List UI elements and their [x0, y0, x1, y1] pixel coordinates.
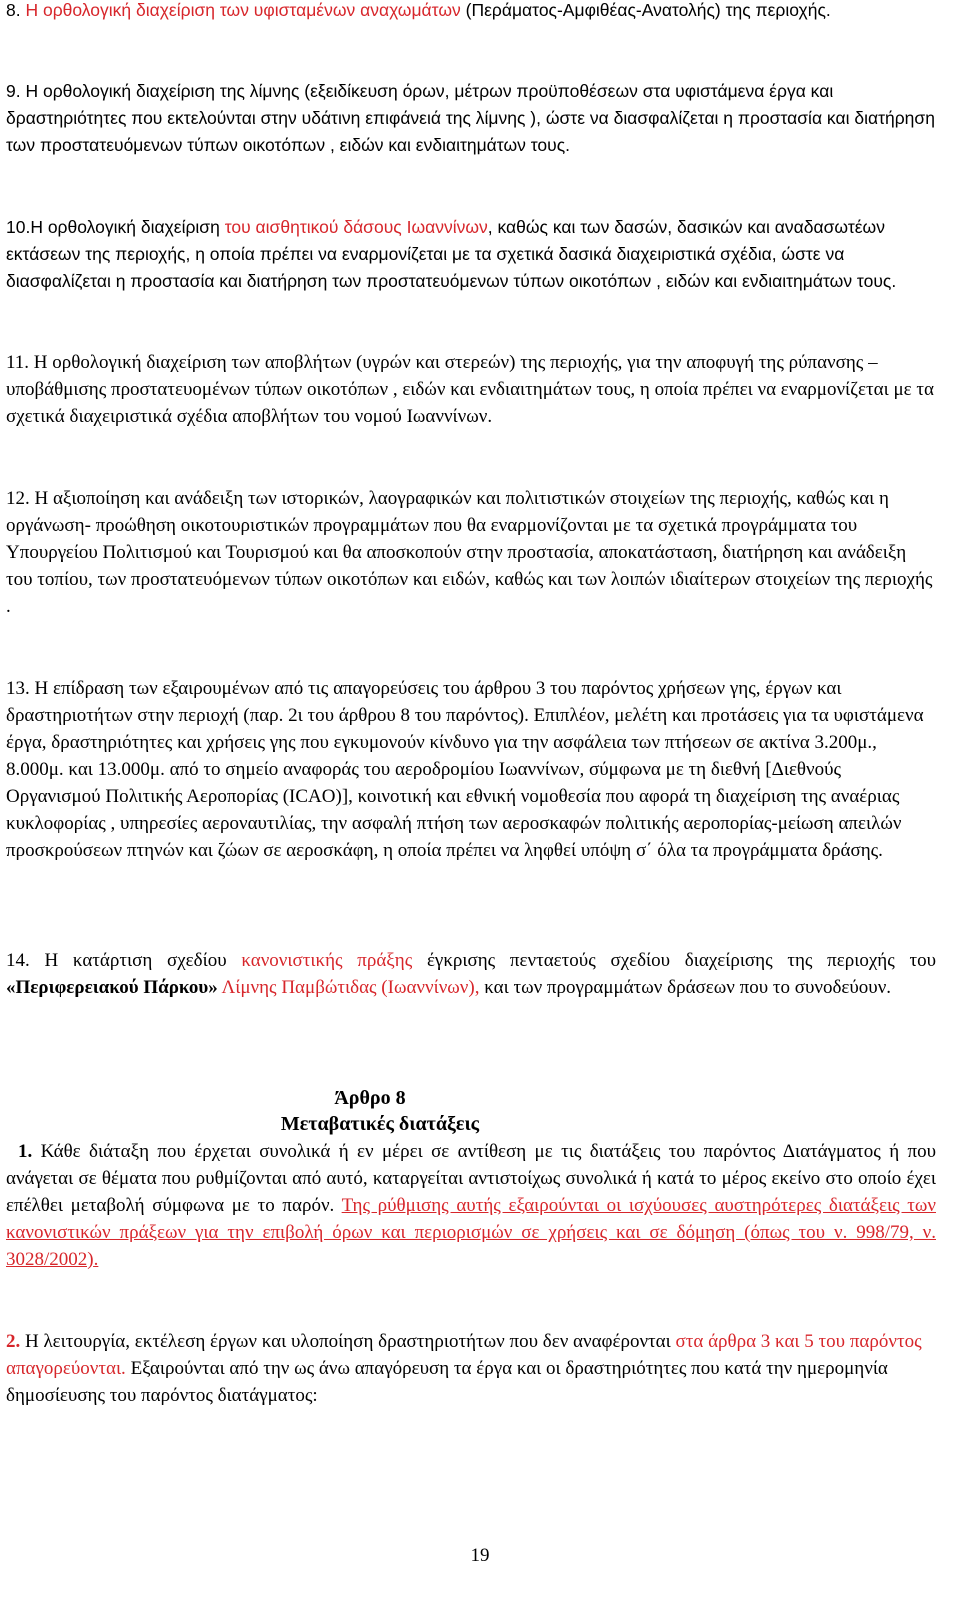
- paragraph-12: [6, 485, 936, 620]
- transitional-provision-2: [6, 1328, 936, 1409]
- p10-text-a: 10.Η ορθολογική διαχείριση: [6, 217, 225, 237]
- paragraph-9: [6, 78, 936, 159]
- p8-red-text: Η ορθολογική διαχείριση των υφισταμένων αναχωμάτων: [25, 0, 461, 20]
- paragraph-8: [6, 0, 936, 24]
- p14-text-c: και των προγραμμάτων δράσεων που το συνοδεύουν.: [479, 977, 892, 998]
- page-number: 19: [470, 1545, 490, 1566]
- article-subtitle: Μεταβατικές διατάξεις: [280, 1113, 480, 1135]
- t2-red-text: στα άρθρα 3 και 5 του παρόντος απαγορεύονται.: [6, 1331, 922, 1379]
- p12-text: 12. Η αξιοποίηση και ανάδειξη των ιστορικών, λαογραφικών και πολιτιστικών στοιχείων της περιοχής, καθώς και η οργάνωση- προώθηση οικοτουριστικών προγραμμάτων που θα εναρμονίζονται με τα σχετικά προγράμματα του Υπουργείου Πολιτισμού και Τουρισμού και θα αποσκοπούν στην προστασία, αποκατάσταση, διατήρηση και ανάδειξη του τοπίου, των προστατευόμενων τύπων οικοτόπων και ειδών, καθώς και των λοιπών ιδιαίτερων στοιχείων της περιοχής .: [6, 488, 933, 617]
- p8-number: 8.: [6, 0, 21, 20]
- paragraph-14: [6, 947, 936, 1001]
- paragraph-11: [6, 349, 936, 430]
- transitional-provision-1: [6, 1138, 936, 1273]
- t1-dot: .: [93, 1249, 99, 1270]
- t1-number: 1.: [18, 1141, 33, 1162]
- p14-red-text-1: κανονιστικής πράξης: [241, 950, 413, 971]
- t2-text-a: Η λειτουργία, εκτέλεση έργων και υλοποίηση δραστηριοτήτων που δεν αναφέρονται: [20, 1331, 676, 1352]
- t2-number: 2.: [6, 1331, 21, 1352]
- t1-text: Κάθε διάταξη που έρχεται συνολικά ή εν μέρει σε αντίθεση με τις διατάξεις του παρόντος Διατάγματος ή που ανάγεται σε θέματα που ρυθμίζονται από αυτό, καταργείται αντιστοίχως συνολικά ή κατά το μέρος εκείνο στο οποίο έχει επέλθει μεταβολή σύμφωνα με το παρόν.: [6, 1141, 936, 1216]
- p14-text-b: έγκρισης πενταετούς σχεδίου διαχείρισης της περιοχής του: [412, 950, 937, 971]
- p14-text-a: 14. Η κατάρτιση σχεδίου: [6, 950, 242, 971]
- p14-red-text-2: Λίμνης Παμβώτιδας (Ιωαννίνων),: [217, 977, 480, 998]
- t2-text-b: Εξαιρούνται από την ως άνω απαγόρευση τα έργα και οι δραστηριότητες που κατά την ημερομηνία δημοσίευσης του παρόντος διατάγματος:: [6, 1358, 888, 1406]
- p14-bold-text: «Περιφερειακού Πάρκου»: [6, 977, 218, 998]
- p13-text: 13. Η επίδραση των εξαιρουμένων από τις απαγορεύσεις του άρθρου 3 του παρόντος χρήσεων γης, έργων και δραστηριοτήτων στην περιοχή (παρ. 2ι του άρθρου 8 του παρόντος). Επιπλέον, μελέτη και προτάσεις για τα υφιστάμενα έργα, δραστηριότητες και χρήσεις γης που εγκυμονούν κίνδυνο για την ασφάλεια των πτήσεων σε ακτίνα 3.200μ., 8.000μ. και 13.000μ. από το σημείο αναφοράς του αεροδρομίου Ιωαννίνων, σύμφωνα με τη διεθνή [Διεθνούς Οργανισμού Πολιτικής Αεροπορίας (ICAO)], κοινοτική και εθνική νομοθεσία που αφορά τη διαχείριση της αναέριας κυκλοφορίας , υπηρεσίες αεροναυτιλίας, την ασφαλή πτήση των αεροσκαφών πολιτικής αεροπορίας-μείωση απειλών προσκρούσεων πτηνών και ζώων σε αεροσκάφη, η οποία πρέπει να ληφθεί υπόψη σ΄ όλα τα προγράμματα δράσης.: [6, 678, 924, 861]
- p11-text: 11. Η ορθολογική διαχείριση των αποβλήτων (υγρών και στερεών) της περιοχής, για την αποφυγή της ρύπανσης –υποβάθμισης προστατευομένων τύπων οικοτόπων , ειδών και ενδιαιτημάτων τους, η οποία πρέπει να εναρμονίζεται με τα σχετικά διαχειριστικά σχέδια αποβλήτων του νομού Ιωαννίνων.: [6, 352, 934, 427]
- t1-red-text: Της ρύθμισης αυτής εξαιρούνται οι ισχύουσες αυστηρότερες διατάξεις των κανονιστικών πράξεων για την επιβολή όρων και περιορισμών σε χρήσεις και σε δόμηση (όπως του ν. 998/79, ν. 3028/2002): [6, 1195, 936, 1270]
- p8-text: (Περάματος-Αμφιθέας-Ανατολής) της περιοχής.: [460, 0, 831, 20]
- p10-red-text: του αισθητικού δάσους Ιωαννίνων: [224, 217, 488, 237]
- paragraph-13: [6, 675, 936, 864]
- paragraph-10: [6, 214, 936, 295]
- p9-text: 9. Η ορθολογική διαχείριση της λίμνης (εξειδίκευση όρων, μέτρων προϋποθέσεων στα υφιστάμενα έργα και δραστηριότητες που εκτελούνται στην υδάτινη επιφάνειά της λίμνης ), ώστε να διασφαλίζεται η προστασία και διατήρηση των προστατευόμενων τύπων οικοτόπων , ειδών και ενδιαιτημάτων τους.: [6, 81, 935, 155]
- p10-text-b: , καθώς και των δασών, δασικών και αναδασωτέων εκτάσεων της περιοχής, η οποία πρέπει να εναρμονίζεται με τα σχετικά δασικά διαχειριστικά σχέδια, ώστε να διασφαλίζεται η προστασία και διατήρηση των προστατευόμενων τύπων οικοτόπων , ειδών και ενδιαιτημάτων τους.: [6, 217, 897, 291]
- article-title: Άρθρο 8: [334, 1087, 406, 1109]
